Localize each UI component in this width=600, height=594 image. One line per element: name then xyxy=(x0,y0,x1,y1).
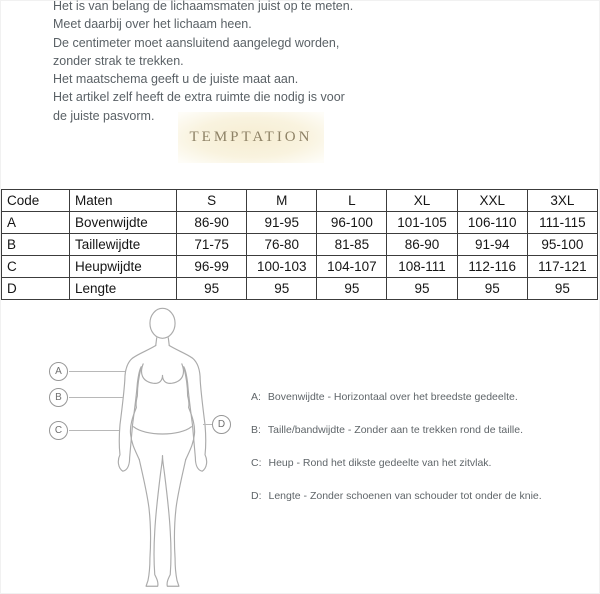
row-label: Heupwijdte xyxy=(70,256,177,278)
row-code: D xyxy=(2,278,70,300)
marker-c xyxy=(49,421,68,440)
size-value: 95 xyxy=(387,278,457,300)
legend-letter: C: xyxy=(251,457,262,469)
legend-letter: A: xyxy=(251,391,261,403)
size-value: 106-110 xyxy=(457,212,527,234)
size-value: 96-99 xyxy=(177,256,247,278)
marker-b xyxy=(49,388,68,407)
size-value: 96-100 xyxy=(317,212,387,234)
size-value: 95 xyxy=(317,278,387,300)
marker-d xyxy=(212,415,231,434)
size-value: 112-116 xyxy=(457,256,527,278)
marker-b-line xyxy=(69,397,123,398)
body-figure-illustration xyxy=(85,303,240,593)
size-table-header-row xyxy=(2,190,598,212)
size-value: 111-115 xyxy=(527,212,597,234)
marker-c-line xyxy=(69,430,119,431)
size-value: 86-90 xyxy=(177,212,247,234)
instruction-line: Het is van belang de lichaamsmaten juist op te meten. xyxy=(53,0,354,13)
measuring-instructions xyxy=(53,0,353,125)
size-value: 81-85 xyxy=(317,234,387,256)
legend-item xyxy=(251,457,491,469)
col-header-s: S xyxy=(177,190,247,212)
legend-letter: B: xyxy=(251,424,261,436)
brand-logo-text: TEMPTATION xyxy=(189,129,313,145)
size-table xyxy=(1,189,598,300)
marker-d-letter: D xyxy=(217,419,226,430)
marker-b-letter: B xyxy=(55,392,62,403)
table-row xyxy=(2,234,598,256)
legend-text: Bovenwijdte - Horizontaal over het breedste gedeelte. xyxy=(267,391,518,403)
instruction-line: de juiste pasvorm. xyxy=(53,108,155,123)
legend-item xyxy=(251,490,542,502)
row-label: Bovenwijdte xyxy=(70,212,177,234)
row-label: Taillewijdte xyxy=(70,234,177,256)
size-value: 101-105 xyxy=(387,212,457,234)
size-value: 91-94 xyxy=(457,234,527,256)
marker-d-line xyxy=(203,424,212,425)
row-code: A xyxy=(2,212,70,234)
size-value: 117-121 xyxy=(527,256,597,278)
size-value: 95 xyxy=(457,278,527,300)
instruction-line: Het maatschema geeft u de juiste maat aan. xyxy=(53,72,299,87)
col-header-xxl: XXL xyxy=(457,190,527,212)
size-value: 91-95 xyxy=(247,212,317,234)
size-value: 76-80 xyxy=(247,234,317,256)
col-header-xl: XL xyxy=(387,190,457,212)
legend-item xyxy=(251,391,518,403)
row-label: Lengte xyxy=(70,278,177,300)
size-value: 86-90 xyxy=(387,234,457,256)
instruction-line: De centimeter moet aansluitend aangelegd worden, xyxy=(53,35,340,50)
marker-a xyxy=(49,362,68,381)
brand-logo xyxy=(178,112,324,163)
row-code: C xyxy=(2,256,70,278)
marker-c-letter: C xyxy=(54,425,63,436)
legend-text: Lengte - Zonder schoenen van schouder tot onder de knie. xyxy=(268,490,542,502)
table-row xyxy=(2,278,598,300)
table-row xyxy=(2,212,598,234)
col-header-code: Code xyxy=(2,190,70,212)
legend-text: Heup - Rond het dikste gedeelte van het zitvlak. xyxy=(268,457,492,469)
size-value: 95 xyxy=(177,278,247,300)
col-header-maten: Maten xyxy=(70,190,177,212)
size-value: 95-100 xyxy=(527,234,597,256)
size-value: 95 xyxy=(527,278,597,300)
measurement-diagram xyxy=(1,301,599,593)
table-row xyxy=(2,256,598,278)
size-value: 95 xyxy=(247,278,317,300)
size-value: 71-75 xyxy=(177,234,247,256)
legend-letter: D: xyxy=(251,490,262,502)
row-code: B xyxy=(2,234,70,256)
legend-item xyxy=(251,424,523,436)
size-value: 100-103 xyxy=(247,256,317,278)
col-header-m: M xyxy=(247,190,317,212)
instruction-line: Meet daarbij over het lichaam heen. xyxy=(53,17,252,32)
instruction-line: zonder strak te trekken. xyxy=(53,53,184,68)
legend-text: Taille/bandwijdte - Zonder aan te trekken rond de taille. xyxy=(267,424,523,436)
size-value: 108-111 xyxy=(387,256,457,278)
col-header-l: L xyxy=(317,190,387,212)
marker-a-letter: A xyxy=(55,366,62,377)
size-value: 104-107 xyxy=(317,256,387,278)
instruction-line: Het artikel zelf heeft de extra ruimte die nodig is voor xyxy=(53,90,345,105)
marker-a-line xyxy=(69,371,125,372)
col-header-3xl: 3XL xyxy=(527,190,597,212)
